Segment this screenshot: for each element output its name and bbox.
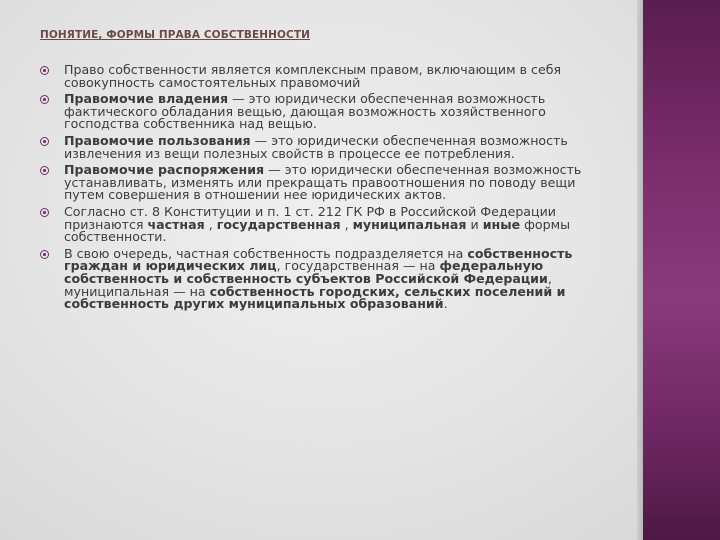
slide-title: ПОНЯТИЕ, ФОРМЫ ПРАВА СОБСТВЕННОСТИ	[40, 29, 311, 41]
bold-term: частная	[147, 216, 205, 232]
purple-side-panel	[643, 0, 720, 540]
text-run: формы собственности.	[64, 216, 571, 245]
list-item-text	[64, 204, 570, 244]
circle-bullet-icon	[40, 95, 49, 104]
text-run: Согласно ст. 8 Конституции и п. 1 ст. 212 ГК РФ в Российской Федерации признаются	[64, 203, 556, 232]
text-run: .	[443, 296, 448, 312]
text-run: ,	[340, 216, 353, 232]
list-item	[40, 132, 605, 161]
bold-term: собственность граждан и юридических лиц	[64, 245, 573, 274]
bold-term: Правомочие распоряжения	[64, 162, 265, 178]
bullet-list	[40, 64, 605, 315]
text-run: и	[466, 216, 483, 232]
list-item	[40, 203, 605, 245]
text-run: Право собственности является комплексным правом, включающим в себя совокупность самостоятельных правомочий	[64, 62, 562, 90]
bold-term: федеральную собственность и собственность субъектов Российской Федерации	[64, 258, 548, 286]
text-run: — это юридически обеспеченная возможность извлечения из вещи полезных свойств в процессе ее потребления.	[64, 132, 568, 161]
list-item-text	[64, 91, 546, 131]
text-run: — это юридически обеспеченная возможность устанавливать, изменять или прекращать правоотношения по поводу вещи путем совершения в отношении нее юридических актов.	[64, 162, 582, 203]
text-run: ,	[204, 216, 217, 232]
circle-bullet-icon	[40, 250, 49, 259]
bold-term: Правомочие пользования	[64, 132, 251, 148]
circle-bullet-icon	[40, 66, 49, 75]
bold-term: муниципальная	[352, 216, 467, 232]
text-run: , государственная — на	[276, 258, 440, 274]
text-run: , муниципальная — на	[64, 270, 552, 299]
list-item	[40, 245, 605, 312]
list-item	[40, 64, 605, 89]
bold-term: собственность городских, сельских поселений и собственность других муниципальных образований	[64, 283, 566, 312]
bold-term: государственная	[216, 216, 341, 232]
text-run: В свою очередь, частная собственность подразделяется на	[64, 245, 468, 261]
list-item-text	[64, 162, 581, 202]
list-item-text	[64, 133, 568, 161]
list-item-text	[64, 246, 572, 311]
text-run: — это юридически обеспеченная возможность фактического обладания вещью, дающая возможность хозяйственного господства собственника над вещью.	[64, 91, 546, 132]
list-item	[40, 164, 605, 202]
circle-bullet-icon	[40, 137, 49, 146]
list-item	[40, 93, 605, 131]
bold-term: Правомочие владения	[64, 91, 229, 107]
bold-term: иные	[482, 216, 521, 232]
circle-bullet-icon	[40, 166, 49, 175]
circle-bullet-icon	[40, 208, 49, 217]
list-item-text	[64, 62, 561, 90]
